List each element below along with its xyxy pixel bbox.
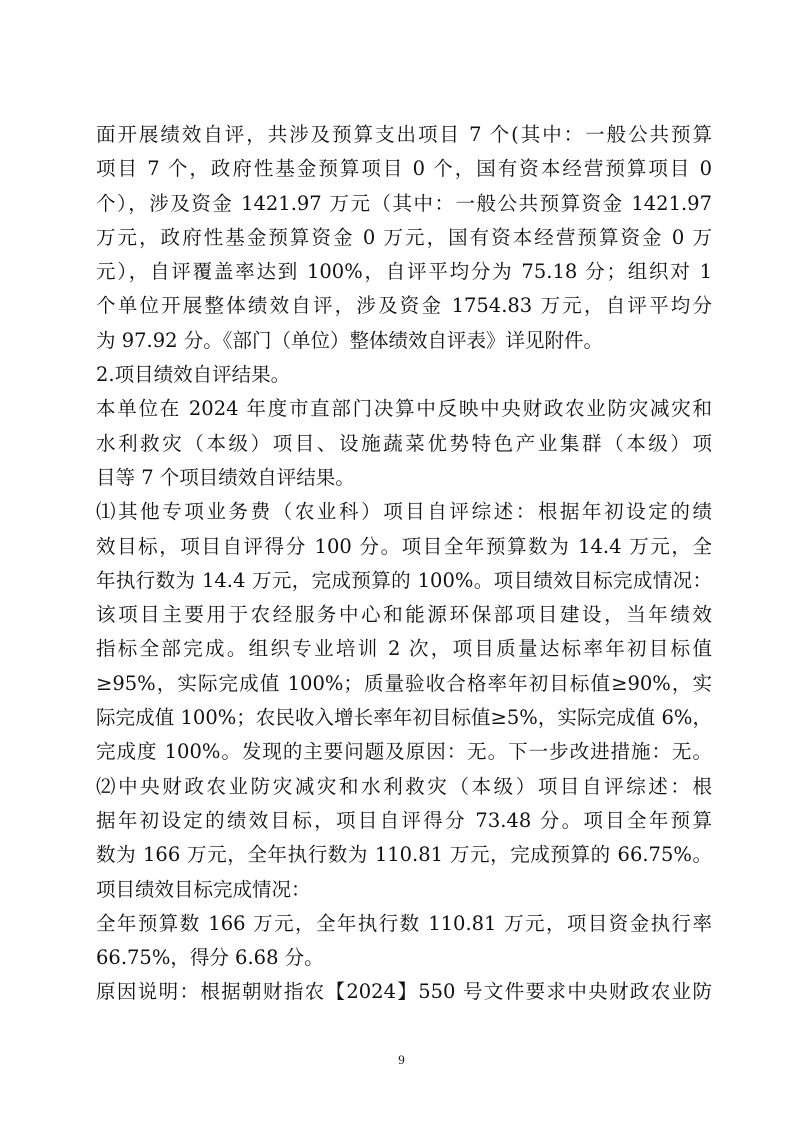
text-line: 项目 7 个，政府性基金预算项目 0 个，国有资本经营预算项目 0 [96, 157, 712, 181]
page-number: 9 [398, 1052, 405, 1067]
text-line: ⑵中央财政农业防灾减灾和水利救灾（本级）项目自评综述：根 [96, 774, 712, 798]
text-line: 目等 7 个项目绩效自评结果。 [96, 465, 355, 489]
document-body [96, 118, 712, 1010]
text-line: 效目标，项目自评得分 100 分。项目全年预算数为 14.4 万元，全 [96, 534, 712, 558]
text-line: 为 97.92 分。《部门（单位）整体绩效自评表》详见附件。 [96, 328, 603, 352]
text-line: 年执行数为 14.4 万元，完成预算的 100%。项目绩效目标完成情况： [96, 568, 712, 592]
text-line: 据年初设定的绩效目标，项目自评得分 73.48 分。项目全年预算 [96, 808, 712, 832]
text-line: 本单位在 2024 年度市直部门决算中反映中央财政农业防灾减灾和 [96, 397, 712, 421]
text-line: 面开展绩效自评，共涉及预算支出项目 7 个(其中：一般公共预算 [96, 123, 712, 146]
text-line: 元），自评覆盖率达到 100%，自评平均分为 75.18 分；组织对 1 [96, 260, 712, 284]
text-line: 全年预算数 166 万元，全年执行数 110.81 万元，项目资金执行率 [96, 911, 712, 935]
text-line: 项目绩效目标完成情况： [96, 877, 311, 901]
text-line: 完成度 100%。发现的主要问题及原因：无。下一步改进措施：无。 [96, 740, 712, 764]
text-line: 个单位开展整体绩效自评，涉及资金 1754.83 万元，自评平均分 [96, 294, 712, 318]
text-line: ⑴其他专项业务费（农业科）项目自评综述：根据年初设定的绩 [96, 500, 712, 524]
text-line: 际完成值 100%；农民收入增长率年初目标值≥5%，实际完成值 6%， [96, 706, 712, 730]
text-line: 66.75%，得分 6.68 分。 [96, 946, 324, 970]
section-heading: 2.项目绩效自评结果。 [96, 363, 291, 387]
text-line: ≥95%，实际完成值 100%；质量验收合格率年初目标值≥90%，实 [96, 671, 712, 695]
text-line: 原因说明：根据朝财指农【2024】550 号文件要求中央财政农业防 [96, 980, 712, 1004]
text-line: 水利救灾（本级）项目、设施蔬菜优势特色产业集群（本级）项 [96, 431, 712, 455]
text-line: 该项目主要用于农经服务中心和能源环保部项目建设，当年绩效 [96, 603, 712, 627]
text-line: 数为 166 万元，全年执行数为 110.81 万元，完成预算的 66.75%。 [96, 843, 712, 867]
text-line: 万元，政府性基金预算资金 0 万元，国有资本经营预算资金 0 万 [96, 225, 712, 249]
text-line: 个），涉及资金 1421.97 万元（其中：一般公共预算资金 1421.97 [96, 191, 712, 215]
text-line: 指标全部完成。组织专业培训 2 次，项目质量达标率年初目标值 [96, 637, 712, 661]
